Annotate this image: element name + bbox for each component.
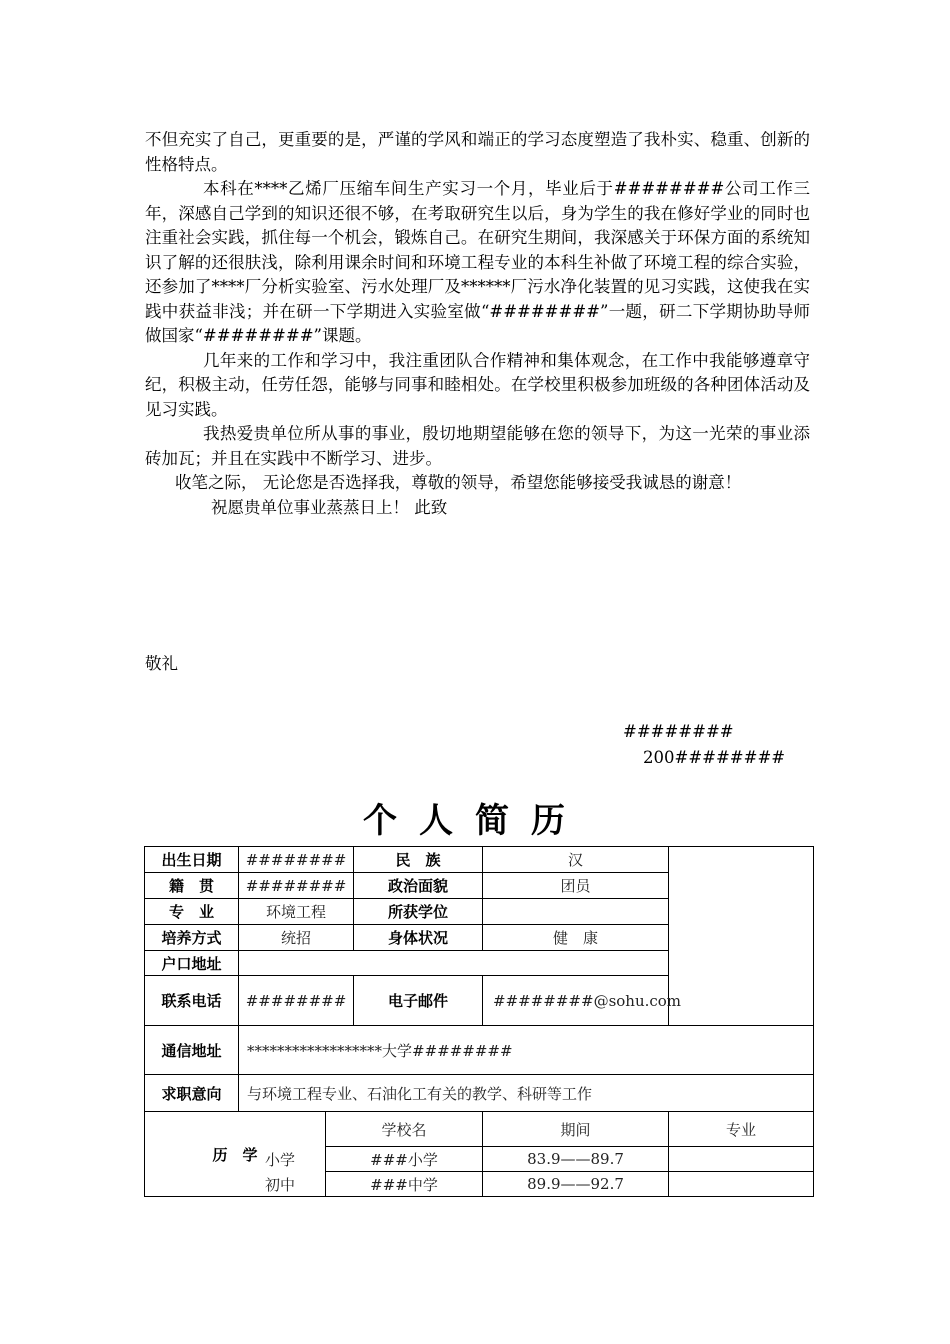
value-intent: 与环境工程专业、石油化工有关的教学、科研等工作	[239, 1075, 814, 1112]
edu-level: 初中	[264, 1175, 295, 1194]
table-row	[145, 1112, 814, 1147]
letter-paragraph: 收笔之际， 无论您是否选择我，尊敬的领导，希望您能够接受我诚恳的谢意！	[175, 473, 742, 492]
value-degree	[483, 899, 669, 925]
edu-school: ###中学	[370, 1175, 438, 1194]
edu-header-major: 专业	[669, 1112, 814, 1147]
cover-letter	[145, 128, 810, 520]
edu-major	[669, 1172, 814, 1197]
resume-title: 个人简历	[363, 801, 587, 841]
letter-paragraph: 本科在****乙烯厂压缩车间生产实习一个月，毕业后于########公司工作三年，深感自己学到的知识还很不够，在考取研究生以后，身为学生的我在修好学业的同时也注重社会实践，抓住每一个机会，锻炼自己。在研究生期间，我深感关于环保方面的系统知识了解的还很肤浅，除利用课余时间和环境工程专业的本科生补做了环境工程的综合实验，还参加了****厂分析实验室、污水处理厂及******厂污水净化装置的见习实践，这使我在实践中获益非浅；并在研一下学期进入实验室做“########”一题，研二下学期协助导师做国家“########”课题。	[145, 179, 810, 345]
signature-name: ########	[623, 722, 734, 741]
label-ethnicity: 民 族	[354, 847, 483, 873]
letter-paragraph: 不但充实了自己，更重要的是，严谨的学风和端正的学习态度塑造了我朴实、稳重、创新的性格特点。	[145, 130, 810, 174]
edu-school-cell	[264, 1147, 483, 1172]
label-birth: 出生日期	[145, 847, 239, 873]
label-address: 通信地址	[145, 1026, 239, 1075]
photo-cell	[669, 847, 814, 1026]
edu-school: ###小学	[370, 1150, 438, 1169]
label-training: 培养方式	[145, 925, 239, 951]
value-native: ########	[239, 873, 354, 899]
edu-header-school: 学校名	[326, 1112, 483, 1147]
value-health: 健 康	[483, 925, 669, 951]
label-health: 身体状况	[354, 925, 483, 951]
edu-header-period: 期间	[483, 1112, 669, 1147]
label-native: 籍 贯	[145, 873, 239, 899]
edu-major	[669, 1147, 814, 1172]
salutation: 敬礼	[145, 654, 178, 673]
value-ethnicity: 汉	[483, 847, 669, 873]
value-phone: ########	[239, 976, 354, 1026]
label-phone: 联系电话	[145, 976, 239, 1026]
value-hukou	[239, 951, 669, 976]
letter-closing-wish: 祝愿贵单位事业蒸蒸日上！ 此致	[211, 497, 448, 517]
value-training: 统招	[239, 925, 354, 951]
letter-paragraph: 几年来的工作和学习中，我注重团队合作精神和集体观念，在工作中我能够遵章守纪，积极主动，任劳任怨，能够与同事和睦相处。在学校里积极参加班级的各种团体活动及见习实践。	[145, 350, 810, 419]
letter-paragraph: 我热爱贵单位所从事的事业，殷切地期望能够在您的领导下，为这一光荣的事业添砖加瓦；并且在实践中不断学习、进步。	[145, 424, 810, 468]
label-intent: 求职意向	[145, 1075, 239, 1112]
label-major: 专 业	[145, 899, 239, 925]
value-birth: ########	[239, 847, 354, 873]
label-hukou: 户口地址	[145, 951, 239, 976]
label-education: 历 学	[145, 1112, 326, 1197]
label-political: 政治面貌	[354, 873, 483, 899]
value-email: ########@sohu.com	[483, 976, 669, 1026]
table-row	[145, 1026, 814, 1075]
value-address: ******************大学########	[239, 1026, 814, 1075]
table-row	[145, 847, 814, 873]
edu-school-cell	[264, 1172, 483, 1197]
table-row	[145, 1147, 814, 1172]
resume-table	[144, 846, 814, 1197]
edu-period: 83.9——89.7	[483, 1147, 669, 1172]
label-email: 电子邮件	[354, 976, 483, 1026]
label-degree: 所获学位	[354, 899, 483, 925]
edu-period: 89.9——92.7	[483, 1172, 669, 1197]
edu-level: 小学	[264, 1150, 295, 1169]
value-major: 环境工程	[239, 899, 354, 925]
table-row	[145, 1172, 814, 1197]
table-row	[145, 1075, 814, 1112]
signature-date: 200########	[643, 748, 786, 767]
value-political: 团员	[483, 873, 669, 899]
